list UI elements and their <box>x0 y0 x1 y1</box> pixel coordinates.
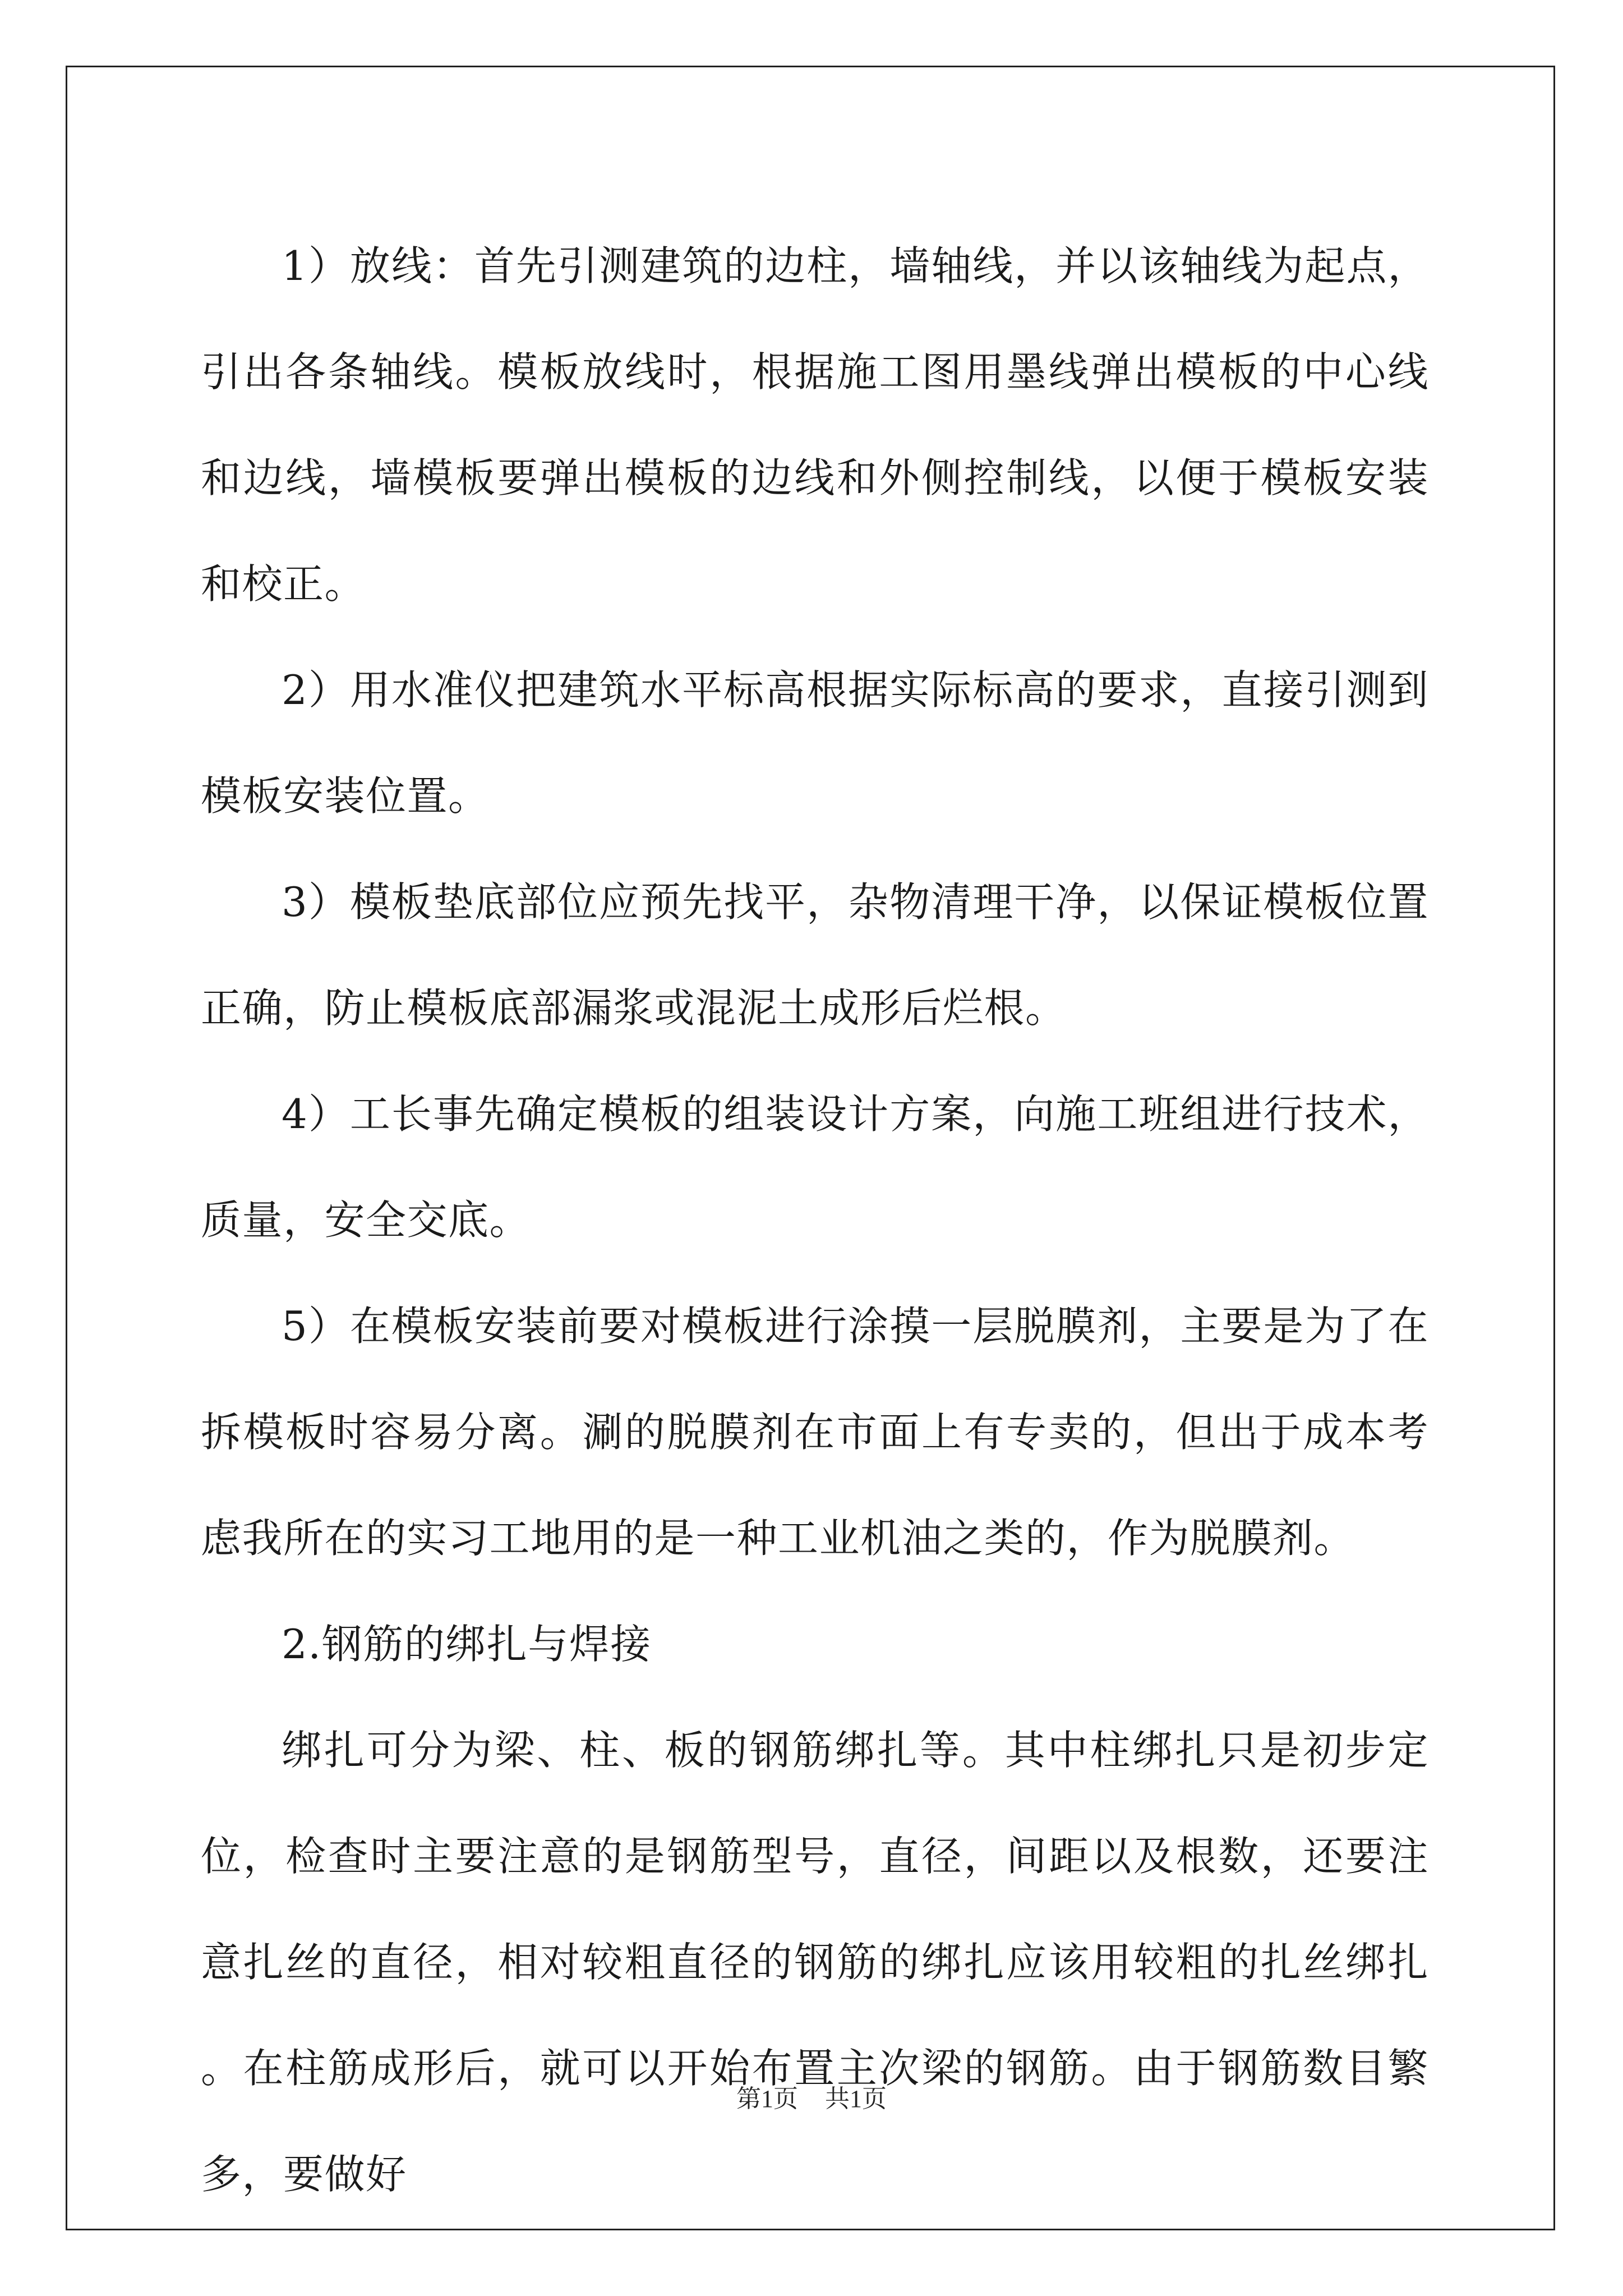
section-heading-rebar: 2.钢筋的绑扎与焊接 <box>282 1621 652 1668</box>
page-footer <box>0 2078 1623 2114</box>
paragraph-release-agent: 5）在模板安装前要对模板进行涂摸一层脱膜剂，主要是为了在拆模板时容易分离。涮的脱膜剂在市面上有专卖的，但出于成本考虑我所在的实习工地用的是一种工业机油之类的，作为脱膜剂。 <box>201 1303 1429 1562</box>
page-total: 共1页 <box>825 2085 887 2113</box>
document-body <box>201 213 1429 2228</box>
paragraph-formwork-base: 3）模板垫底部位应预先找平，杂物清理干净，以保证模板位置正确，防止模板底部漏浆或混泥土成形后烂根。 <box>201 878 1429 1032</box>
paragraph-assembly-plan: 4）工长事先确定模板的组装设计方案，向施工班组进行技术，质量，安全交底。 <box>201 1091 1429 1244</box>
page-number: 第1页 <box>736 2085 798 2113</box>
paragraph-setting-out: 1）放线：首先引测建筑的边柱，墙轴线，并以该轴线为起点，引出各条轴线。模板放线时，根据施工图用墨线弹出模板的中心线和边线，墙模板要弹出模板的边线和外侧控制线，以便于模板安装和校正。 <box>201 242 1429 608</box>
paragraph-leveling: 2）用水准仪把建筑水平标高根据实际标高的要求，直接引测到模板安装位置。 <box>201 666 1429 820</box>
paragraph-rebar-binding: 绑扎可分为梁、柱、板的钢筋绑扎等。其中柱绑扎只是初步定位，检查时主要注意的是钢筋型号，直径，间距以及根数，还要注意扎丝的直径，相对较粗直径的钢筋的绑扎应该用较粗的扎丝绑扎。在柱筋成形后，就可以开始布置主次梁的钢筋。由于钢筋数目繁多，要做好 <box>201 1727 1429 2198</box>
